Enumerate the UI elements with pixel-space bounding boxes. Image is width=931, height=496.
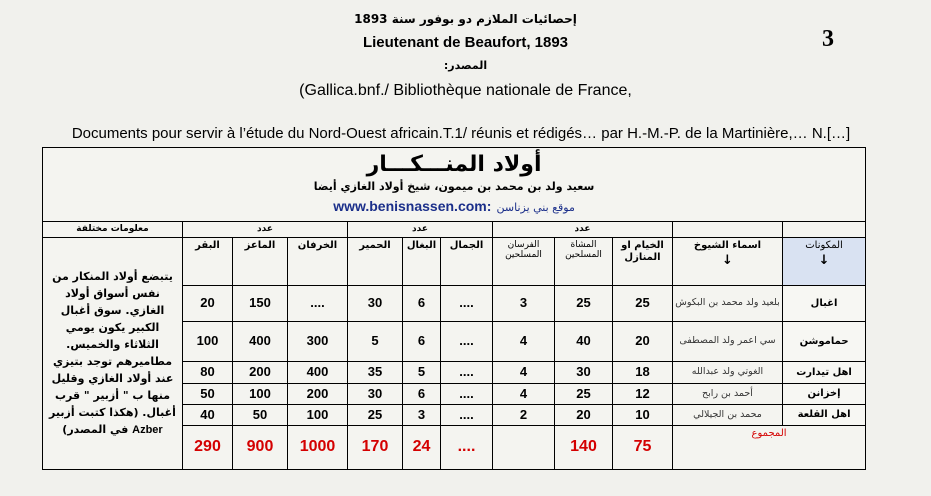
heading-source-gallica: (Gallica.bnf./ Bibliothèque nationale de France, xyxy=(299,82,632,99)
total-camels: .... xyxy=(441,426,493,470)
table-subtitle: سعيد ولد بن محمد بن ميمون، شيخ أولاد الغازي أيضا xyxy=(313,180,595,194)
cell-tents: 18 xyxy=(613,362,673,384)
website-label: موقع بني يزناسن xyxy=(496,201,575,215)
totals-label: المجموع xyxy=(673,426,866,470)
cell-cattle: 40 xyxy=(183,405,233,426)
cell-sheikh: محمد بن الجيلالي xyxy=(673,405,783,426)
cell-component: اهل القلعة xyxy=(783,405,866,426)
cell-cattle: 20 xyxy=(183,286,233,322)
cell-mules: 6 xyxy=(403,384,441,405)
website-url[interactable]: www.benisnassen.com: xyxy=(333,198,492,215)
total-cavalry xyxy=(493,426,555,470)
cell-component: اغبال xyxy=(783,286,866,322)
cell-cavalry: 4 xyxy=(493,384,555,405)
total-mules: 24 xyxy=(403,426,441,470)
cell-sheep: 300 xyxy=(288,322,348,362)
cell-sheikh: بلعيد ولد محمد بن البكوش xyxy=(673,286,783,322)
notes-text-1: يتبضع أولاد المنكار من نفس أسواق أولاد الغازي. سوق أغبال الكبير يكون يومي الثلاثاء والخميس. مطاميرهم توجد بتيزي عند أولاد الغازي وقليل منها ب " أزبير " قرب أغبال. (هكذا كتبت أزبير xyxy=(49,269,176,420)
heading-source-label: المصدر: xyxy=(443,59,488,72)
cell-cattle: 100 xyxy=(183,322,233,362)
cell-sheikh: أحمد بن رابح xyxy=(673,384,783,405)
cell-camels: .... xyxy=(441,405,493,426)
cell-cattle: 50 xyxy=(183,384,233,405)
website-line xyxy=(43,197,865,215)
col-header-sheikhs xyxy=(673,238,783,286)
cell-sheep: 200 xyxy=(288,384,348,405)
total-donkeys: 170 xyxy=(348,426,403,470)
cell-camels: .... xyxy=(441,286,493,322)
col-header-infantry: المشاة المسلحين xyxy=(555,238,613,286)
cell-goats: 200 xyxy=(233,362,288,384)
arrow-down-icon: ↓ xyxy=(722,252,733,268)
col-header-donkeys: الحمير xyxy=(348,238,403,286)
info-header: معلومات مختلفة xyxy=(43,222,183,238)
col-header-cavalry: الفرسان المسلحين xyxy=(493,238,555,286)
cell-goats: 50 xyxy=(233,405,288,426)
cell-cavalry: 4 xyxy=(493,322,555,362)
cell-mules: 6 xyxy=(403,322,441,362)
cell-infantry: 20 xyxy=(555,405,613,426)
cell-tents: 10 xyxy=(613,405,673,426)
total-sheep: 1000 xyxy=(288,426,348,470)
cell-camels: .... xyxy=(441,362,493,384)
notes-text-2: في المصدر) xyxy=(62,423,129,437)
col-header-tents: الخيام او المنازل xyxy=(613,238,673,286)
notes-cell xyxy=(43,238,183,470)
cell-donkeys: 30 xyxy=(348,384,403,405)
cell-camels: .... xyxy=(441,322,493,362)
cell-infantry: 25 xyxy=(555,384,613,405)
col-header-components xyxy=(783,238,866,286)
table-title: أولاد المنـــكـــار xyxy=(366,152,542,178)
cell-sheikh: الغوتي ولد عبدالله xyxy=(673,362,783,384)
arrow-down-icon: ↓ xyxy=(818,252,830,268)
col-header-goats: الماعز xyxy=(233,238,288,286)
cell-donkeys: 35 xyxy=(348,362,403,384)
cell-infantry: 30 xyxy=(555,362,613,384)
cell-goats: 400 xyxy=(233,322,288,362)
total-cattle: 290 xyxy=(183,426,233,470)
cell-sheep: 400 xyxy=(288,362,348,384)
sheikhs-label: اسماء الشيوخ xyxy=(693,240,762,251)
cell-donkeys: 25 xyxy=(348,405,403,426)
heading-lieutenant: Lieutenant de Beaufort, 1893 xyxy=(362,34,569,51)
heading-arabic-stats: إحصائيات الملازم دو بوفور سنة 1893 xyxy=(354,12,577,26)
total-tents: 75 xyxy=(613,426,673,470)
cell-component: حماموشن xyxy=(783,322,866,362)
total-goats: 900 xyxy=(233,426,288,470)
cell-camels: .... xyxy=(441,384,493,405)
group-header-population: عدد xyxy=(493,222,673,238)
cell-goats: 100 xyxy=(233,384,288,405)
cell-infantry: 25 xyxy=(555,286,613,322)
cell-mules: 3 xyxy=(403,405,441,426)
total-infantry: 140 xyxy=(555,426,613,470)
cell-tents: 12 xyxy=(613,384,673,405)
page-number: 3 xyxy=(822,26,834,52)
cell-infantry: 40 xyxy=(555,322,613,362)
cell-sheep: .... xyxy=(288,286,348,322)
col-header-sheep: الخرفان xyxy=(288,238,348,286)
empty-cell xyxy=(673,222,783,238)
group-header-animals: عدد xyxy=(348,222,493,238)
census-table xyxy=(42,147,866,470)
cell-tents: 20 xyxy=(613,322,673,362)
notes-latin: Azber xyxy=(132,424,163,437)
cell-tents: 25 xyxy=(613,286,673,322)
group-header-livestock: عدد xyxy=(183,222,348,238)
heading-documents-reference: Documents pour servir à l’étude du Nord-Ouest africain.T.1/ réunis et rédigés… par H.-M.-P. de la Martinière,… N.[…] xyxy=(71,125,851,142)
cell-mules: 6 xyxy=(403,286,441,322)
cell-cattle: 80 xyxy=(183,362,233,384)
components-label: المكونات xyxy=(805,240,843,251)
cell-donkeys: 30 xyxy=(348,286,403,322)
table-title-cell xyxy=(43,148,866,222)
cell-sheep: 100 xyxy=(288,405,348,426)
cell-cavalry: 2 xyxy=(493,405,555,426)
col-header-cattle: البقر xyxy=(183,238,233,286)
cell-cavalry: 3 xyxy=(493,286,555,322)
cell-donkeys: 5 xyxy=(348,322,403,362)
col-header-camels: الجمال xyxy=(441,238,493,286)
cell-component: إخزانن xyxy=(783,384,866,405)
cell-mules: 5 xyxy=(403,362,441,384)
cell-sheikh: سي اعمر ولد المصطفى xyxy=(673,322,783,362)
cell-component: اهل تيدارت xyxy=(783,362,866,384)
empty-cell xyxy=(783,222,866,238)
cell-cavalry: 4 xyxy=(493,362,555,384)
col-header-mules: البغال xyxy=(403,238,441,286)
cell-goats: 150 xyxy=(233,286,288,322)
